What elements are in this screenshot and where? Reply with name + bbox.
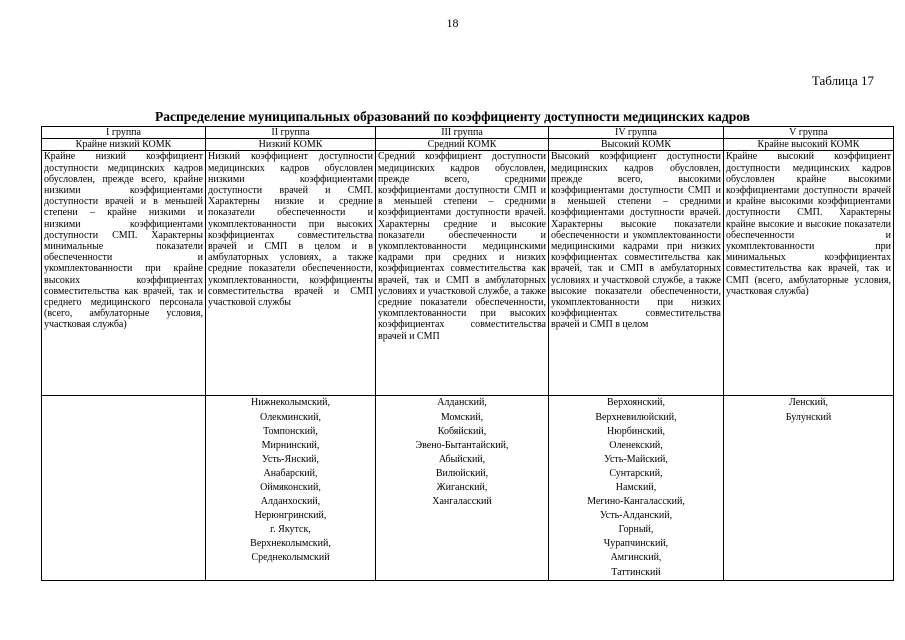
municipality-item: Нижнеколымский, bbox=[250, 397, 331, 409]
municipality-item: Булунский bbox=[785, 411, 832, 423]
municipality-item: Хангаласский bbox=[432, 496, 492, 508]
municipality-item: Вилюйский, bbox=[435, 467, 489, 479]
table-caption: Таблица 17 bbox=[811, 73, 874, 88]
municipality-item: Алданхоский, bbox=[260, 496, 321, 508]
group-name-cell: I группа bbox=[42, 127, 206, 139]
group-level-cell: Высокий КОМК bbox=[549, 139, 724, 151]
municipality-item: Сунтарский, bbox=[609, 467, 663, 479]
municipality-item: Оймяконский, bbox=[260, 481, 321, 493]
municipality-item: Усть-Алданский, bbox=[599, 510, 673, 522]
municipality-list-cell bbox=[206, 396, 376, 581]
municipality-item: Мирнинский, bbox=[261, 439, 320, 451]
group-level-cell: Низкий КОМК bbox=[206, 139, 376, 151]
municipality-item: Томпонский, bbox=[263, 425, 318, 437]
municipality-item: Намский, bbox=[615, 481, 657, 493]
municipality-item: Верхоянский, bbox=[607, 397, 665, 409]
group-description-cell: Средний коэффициент доступности медицинских кадров обусловлен, прежде всего, средними коэффициентами доступности СМП и в меньшей степени – средними коэффициентами доступности врачей. Характерны средние и высокие показатели обеспеченности и укомплектованности медицинскими кадрами при средних и низких коэффициентах совместительства как врачей, так и СМП в амбулаторных условиях и участковой службе, а также средние показатели обеспеченности, укомплектованности при высоких коэффициентах совместительства врачей и СМП bbox=[376, 151, 549, 396]
municipality-list-cell bbox=[376, 396, 549, 581]
municipality-list-cell bbox=[42, 396, 206, 581]
group-name-cell: III группа bbox=[376, 127, 549, 139]
municipality-item: Абыйский, bbox=[438, 453, 486, 465]
municipality-item: Ленский, bbox=[788, 397, 828, 409]
group-name-cell: IV группа bbox=[549, 127, 724, 139]
municipality-item: Чурапчинский, bbox=[603, 538, 669, 550]
municipality-list-cell bbox=[724, 396, 894, 581]
group-description-cell: Крайне низкий коэффициент доступности медицинских кадров обусловлен, прежде всего, крайне низкими коэффициентами доступности врачей и в меньшей степени – крайне низкими и низкими коэффициентами доступности СМП. Характерны минимальные показатели обеспеченности и укомплектованности при крайне высоких коэффициентах совместительства как врачей, так и среднего медицинского персонала (всего, амбулаторные условия, участковая служба) bbox=[42, 151, 206, 396]
group-name-row bbox=[42, 127, 894, 139]
municipality-item: Мегино-Кангаласский, bbox=[587, 496, 685, 508]
municipality-item: Верхневилюйский, bbox=[595, 411, 677, 423]
municipality-item: Жиганский, bbox=[436, 481, 488, 493]
municipality-item: Амгинский, bbox=[610, 552, 662, 564]
municipality-item: Горный, bbox=[618, 524, 654, 536]
group-description-cell: Крайне высокий коэффициент доступности медицинских кадров обусловлен крайне высокими коэффициентами доступности врачей и крайне высокими коэффициентами доступности СМП. Характерны крайне высокие и высокие показатели обеспеченности и укомплектованности при минимальных коэффициентах совместительства как врачей, так и СМП (всего, амбулаторные условия, участковая служба) bbox=[724, 151, 894, 396]
group-level-cell: Крайне низкий КОМК bbox=[42, 139, 206, 151]
group-description-cell: Низкий коэффициент доступности медицинских кадров обусловлен низкими коэффициентами доступности врачей и СМП. Характерны низкие и средние показатели обеспеченности и укомплектованности при высоких коэффициентах совместительства врачей и СМП в целом и в амбулаторных условиях, а также средние показатели обеспеченности, укомплектованности, коэффициенты совместительства врачей и СМП участковой службы bbox=[206, 151, 376, 396]
municipality-list-row bbox=[42, 396, 894, 581]
municipality-item: Среднеколымский bbox=[251, 552, 330, 564]
municipality-item: Анабарский, bbox=[263, 467, 318, 479]
group-description-cell: Высокий коэффициент доступности медицинских кадров обусловлен, прежде всего, высокими коэффициентами доступности СМП и в меньшей степени – средними коэффициентами доступности врачей. Характерны высокие показатели обеспеченности и укомплектованности медицинскими кадрами при низких коэффициентах совместительства как врачей, так и СМП в амбулаторных условиях и участковой службе, а также высокие показатели обеспеченности, укомплектованности при низких коэффициентах совместительства врачей и СМП в целом bbox=[549, 151, 724, 396]
municipality-item: Алданский, bbox=[437, 397, 487, 409]
municipality-item: г. Якутск, bbox=[270, 524, 311, 536]
group-level-row bbox=[42, 139, 894, 151]
municipality-item: Усть-Майский, bbox=[604, 453, 668, 465]
municipality-item: Таттинский bbox=[611, 566, 661, 578]
group-level-cell: Крайне высокий КОМК bbox=[724, 139, 894, 151]
group-level-cell: Средний КОМК bbox=[376, 139, 549, 151]
municipality-list-cell bbox=[549, 396, 724, 581]
municipality-item: Усть-Янский, bbox=[261, 453, 320, 465]
municipality-item: Оленекский, bbox=[609, 439, 663, 451]
municipality-item: Верхнеколымский, bbox=[250, 538, 331, 550]
group-name-cell: II группа bbox=[206, 127, 376, 139]
group-name-cell: V группа bbox=[724, 127, 894, 139]
municipality-item: Эвено-Бытантайский, bbox=[415, 439, 509, 451]
municipality-item: Олекминский, bbox=[259, 411, 322, 423]
document-title: Распределение муниципальных образований по коэффициенту доступности медицинских кадров bbox=[155, 109, 750, 124]
municipality-item: Нерюнгринский, bbox=[254, 510, 327, 522]
page-number: 18 bbox=[446, 16, 459, 30]
distribution-table bbox=[41, 126, 894, 581]
municipality-item: Кобяйский, bbox=[437, 425, 487, 437]
group-description-row bbox=[42, 151, 894, 396]
municipality-item: Момский, bbox=[440, 411, 484, 423]
municipality-item: Нюрбинский, bbox=[607, 425, 665, 437]
